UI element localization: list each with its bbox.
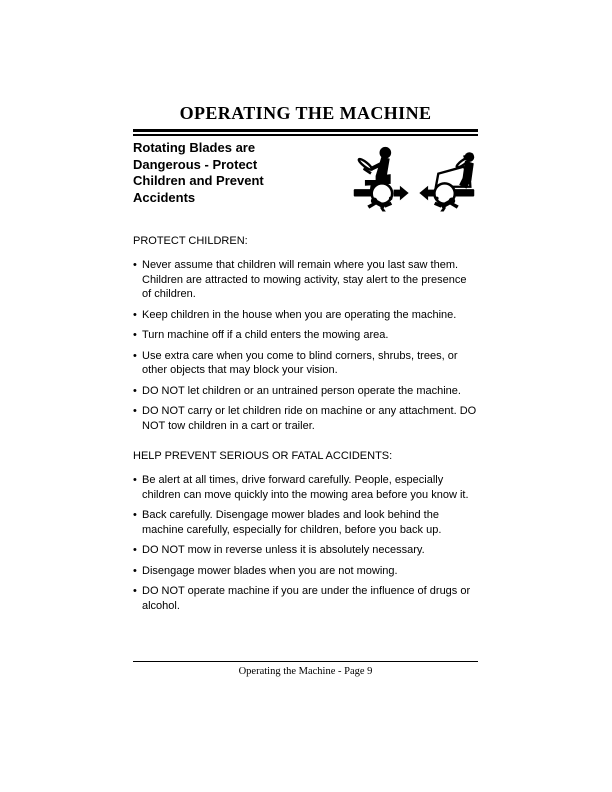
page-footer	[133, 661, 478, 677]
bullet-item: • Back carefully. Disengage mower blades and look behind the machine carefully, especially for children, before you back up.	[133, 508, 478, 537]
bullet-item: • Never assume that children will remain where you last saw them. Children are attracted to mowing activity, stay alert to the presence of children.	[133, 258, 478, 302]
section-protect-children	[133, 234, 478, 433]
bullet-item: • DO NOT let children or an untrained person operate the machine.	[133, 384, 478, 399]
bullet-item: • DO NOT operate machine if you are under the influence of drugs or alcohol.	[133, 584, 478, 613]
warning-icons	[350, 140, 478, 212]
section-heading: PROTECT CHILDREN:	[133, 235, 248, 247]
page-content	[133, 103, 478, 619]
mower-reverse-child-hazard-icon	[419, 144, 478, 212]
warning-heading: Rotating Blades are Dangerous - Protect Children and Prevent Accidents	[133, 140, 264, 205]
footer-rule	[133, 661, 478, 662]
bullet-item: • Keep children in the house when you are operating the machine.	[133, 308, 478, 323]
section-heading: HELP PREVENT SERIOUS OR FATAL ACCIDENTS:	[133, 450, 393, 462]
bullet-item: • Be alert at all times, drive forward carefully. People, especially children can move quickly into the mowing area before you know it.	[133, 473, 478, 502]
bullet-item: • Disengage mower blades when you are not mowing.	[133, 564, 478, 579]
warning-banner	[133, 140, 478, 214]
title-double-rule	[133, 129, 478, 136]
bullet-item: • Use extra care when you come to blind corners, shrubs, trees, or other objects that may block your vision.	[133, 349, 478, 378]
bullet-item: • Turn machine off if a child enters the mowing area.	[133, 328, 478, 343]
page-title: OPERATING THE MACHINE	[179, 103, 432, 123]
footer-page-label: Operating the Machine - Page 9	[238, 666, 373, 677]
bullet-item: • DO NOT mow in reverse unless it is absolutely necessary.	[133, 543, 478, 558]
bullet-item: • DO NOT carry or let children ride on machine or any attachment. DO NOT tow children in a cart or trailer.	[133, 404, 478, 433]
section-prevent-accidents	[133, 449, 478, 613]
mower-forward-child-hazard-icon	[350, 144, 409, 212]
